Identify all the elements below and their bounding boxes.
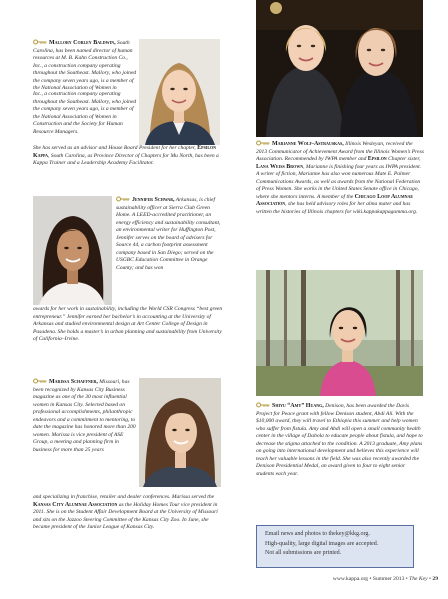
notice-line: Email news and photos to thekey@kkg.org. bbox=[265, 531, 370, 537]
profile-body: She has served as an advisor and House Board President for her chapter, bbox=[33, 145, 198, 151]
profile-body: South Carolina, has been named director of human resources at M. B. Kahn Construction Co., Inc., a construction company operating throughout the Southeast. Mallory, who joined the company seven years ago, is a member of the National Association of Women in bbox=[33, 40, 137, 91]
footer-magazine: The Key bbox=[409, 576, 428, 582]
notice-line: High-quality, large digital images are accepted. bbox=[265, 540, 379, 547]
profile-body: and specializing in franchise, retailer and dealer conferences. Marissa served the bbox=[33, 494, 215, 500]
photo-shiyu-huang bbox=[256, 270, 423, 396]
profile-name: Marianne Wolf-Astrauskas, bbox=[272, 141, 344, 147]
profile-name: Jennifer Schwab, bbox=[132, 197, 175, 203]
chapter-name: Kansas City Alumnae Association bbox=[33, 501, 118, 508]
profile-body: Arkansas, is chief sustainability officer at Sierra Club Green Home. A LEED-accredited practitioner, an energy efficiency and sustainability consultant, an environmental writer for Huffington Post, Jennifer serves on the board of advisers for Source 44, a carbon footprint assessment company based in San Diego; served on the USGBC Education Committee in Orange County; and has won bbox=[116, 197, 221, 271]
photo-marissa-schaffner bbox=[139, 378, 221, 487]
profile-body: Denison, has been awarded the Davis Project for Peace grant with fellow Denison student, Abdi Ali. With the $10,000 award, they will travel to Ethiopia this summer and help women who suffer from fistula. Amy and Abdi will open a small community health center in the village of Dabola to educate people about fistula, and hope to decrease the stigma attached to the condition. A 2013 graduate, Amy plans on going into international development and believes this experience will teach her valuable lessons in the field. She was also recently awarded the Denison Presidential Medal, an award given to four to eight senior students each year. bbox=[256, 403, 423, 477]
key-icon bbox=[33, 378, 47, 384]
profile-name: Mallory Corley Baldwin, bbox=[49, 40, 116, 46]
profile-body: Illinois Wesleyan, received the 2013 Communicator of Achievement Award from the Illinois Women’s Press Association. Recommended by IWPA member and bbox=[256, 141, 424, 163]
profile-body: , she has held advisory roles for her alma mater and has written the histories of Illinois chapters for wiki.kappakappagamma.org. bbox=[256, 201, 418, 215]
profile-marissa-schaffner-wide bbox=[33, 494, 223, 554]
profile-jennifer-schwab-wide bbox=[33, 306, 223, 366]
profile-jennifer-schwab bbox=[116, 196, 222, 304]
notice-line: Not all submissions are printed. bbox=[265, 550, 342, 556]
photo-jennifer-schwab bbox=[33, 196, 112, 305]
key-icon bbox=[256, 140, 270, 146]
profile-name: Shiyu “Amy” Huang, bbox=[272, 403, 324, 409]
photo-mallory-baldwin bbox=[139, 39, 220, 145]
profile-name: Marissa Schaffner, bbox=[49, 379, 98, 385]
profile-mallory-baldwin-wide bbox=[33, 145, 223, 177]
page-footer: www.kappa.org • Summer 2013 • The Key • 29 bbox=[332, 576, 438, 582]
footer-issue: Summer 2013 bbox=[372, 576, 405, 582]
profile-body: awards for her work in sustainability, including the World CSR Congress “best green entrepreneur.” Jennifer earned her bachelor’s in accounting at the University of Arkansas and studied environmental design at Art Center College of Design in Pasadena. She holds a master’s in urban planning and sustainability from University of California–Irvine. bbox=[33, 306, 223, 343]
page-number: 29 bbox=[432, 576, 438, 582]
profile-marianne-wolf-astrauskas bbox=[256, 140, 424, 262]
key-icon bbox=[33, 39, 47, 45]
key-icon bbox=[116, 196, 130, 202]
profile-shiyu-huang bbox=[256, 402, 424, 520]
member-name: Lana Weiss Brown bbox=[256, 163, 304, 170]
profile-marissa-schaffner bbox=[33, 378, 139, 494]
profile-mallory-baldwin bbox=[33, 39, 139, 91]
chapter-name: Epsilon Kappa bbox=[33, 145, 217, 159]
profile-body: , Marianne is finishing four years as IWPA president. A writer of fiction, Marianne has also won numerous Mate E. Palmer Communications Awards, as well as awards from the National Federation of Press Women. She works in the United States Senate office in Chicago, where she mentors interns. A member of the bbox=[256, 163, 422, 200]
profile-body: Inc., a construction company operating throughout the Southeast. Mallory, who joined the company seven years ago, is a member of the National Association of Women in Construction and the Society for Human Resource Managers. bbox=[33, 91, 137, 135]
profile-mallory-baldwin-cont bbox=[33, 91, 139, 145]
photo-marianne-wolf-astrauskas bbox=[256, 0, 423, 137]
association-name: Chicago Loop Alumnae Association bbox=[256, 193, 414, 208]
profile-body: as the Holiday Homes Tour vice president in 2011. She is on the Student Affair Development Board at the University of Missouri and sits on the Jazzoo Steering Committee of the Kansas City Zoo. In June, she became president of the Junior League of Kansas City. bbox=[33, 501, 218, 531]
key-icon bbox=[256, 402, 270, 408]
profile-body: Chapter sister, bbox=[386, 156, 421, 163]
submission-notice bbox=[256, 525, 414, 568]
profile-body: Missouri, has been recognized by Kansas City Business magazine as one of the 30 most influential women in Kansas City. Selected based on professional accomplishments, philanthropic endeavors and a commitment to mentoring, to date the magazine has honored more than 200 women. Marissa is vice president of ASE Group, a meeting and planning firm in business for more than 25 years bbox=[33, 379, 136, 453]
footer-site: www.kappa.org bbox=[332, 576, 369, 582]
profile-body: , South Carolina, as Province Director of Chapters for Mu North, has been a Kappa Trainer and a Leadership Academy Facilitator. bbox=[33, 152, 219, 167]
chapter-name: Epsilon bbox=[367, 156, 387, 163]
